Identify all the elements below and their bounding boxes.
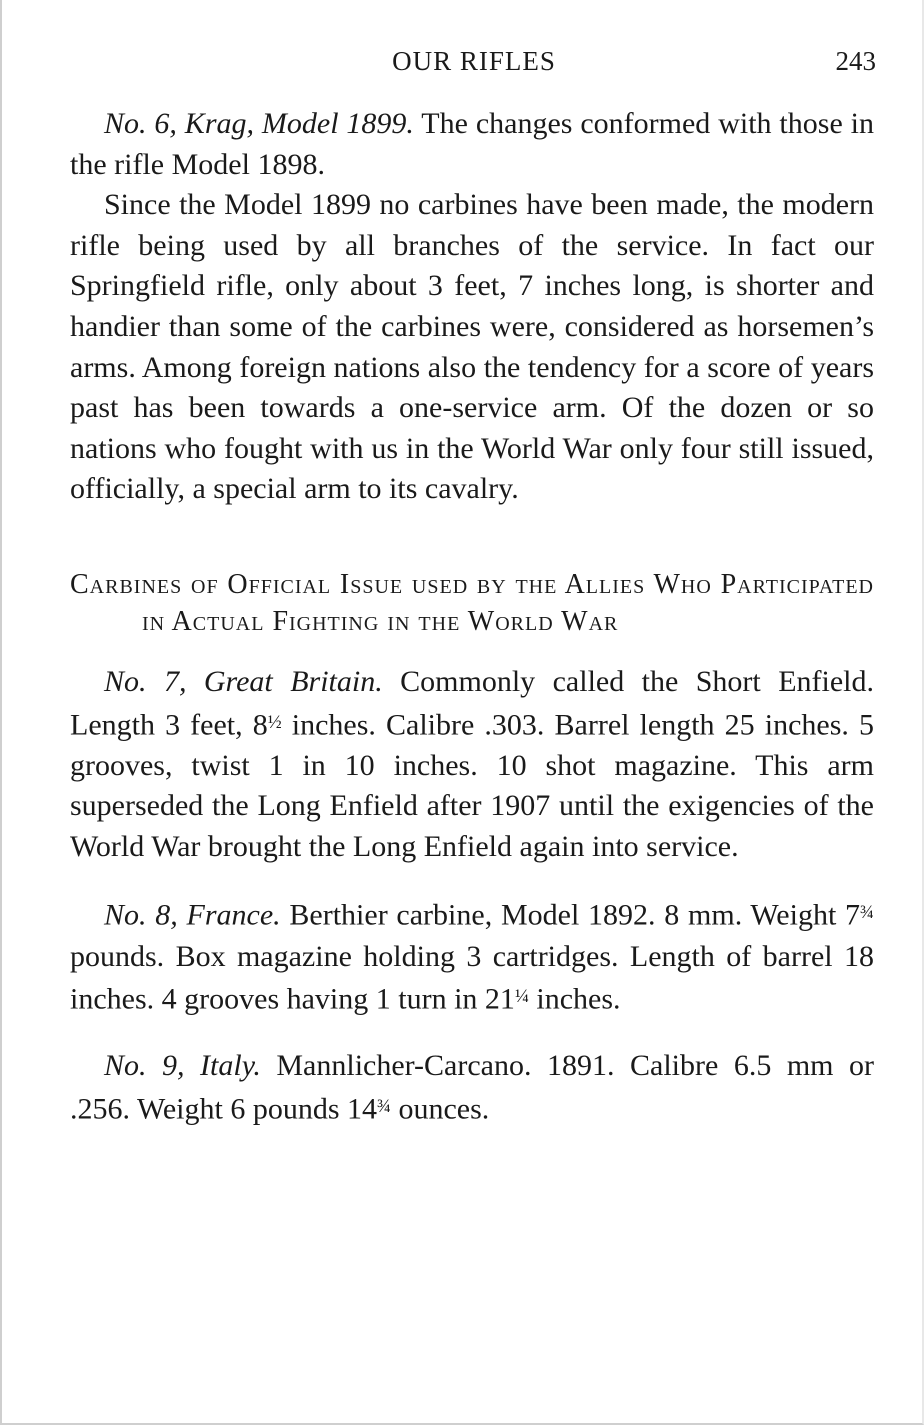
entry-text: Berthier carbine, Model 1892. 8 mm. Weight 7	[280, 898, 861, 932]
section-heading: Carbines of Official Issue used by the Allies Who Participated in Actual Fighting in the World War	[70, 568, 874, 637]
fraction: ¾	[860, 902, 874, 924]
paragraph-text: The changes conformed with those in the rifle Model 1898.	[70, 107, 874, 181]
entry-great-britain	[70, 662, 874, 867]
entry-lead: No. 7, Great Britain.	[104, 664, 383, 698]
entry-lead: No. 8, France.	[104, 898, 281, 932]
paragraph-text: Since the Model 1899 no carbines have been made, the modern rifle being used by all branches of the service. In fact our Springfield rifle, only about 3 feet, 7 inches long, is shorter and handier than some of the carbines were, considered as horsemen’s arms. Among foreign nations also the tendency for a score of years past has been towards a one-service arm. Of the dozen or so nations who fought with us in the World War only four still issued, officially, a special arm to its cavalry.	[70, 188, 874, 506]
entry-text: ounces.	[390, 1092, 490, 1126]
running-head	[72, 46, 876, 82]
text-body	[70, 104, 874, 1130]
entry-france	[70, 893, 874, 1020]
entry-text: inches. Calibre .303. Barrel length 25 inches. 5 grooves, twist 1 in 10 inches. 10 shot magazine. This arm superseded the Long Enfield after 1907 until the exigencies of the World War brought the Long Enfield again into service.	[70, 708, 874, 863]
fraction: ¼	[514, 986, 529, 1008]
entry-lead: No. 9, Italy.	[104, 1049, 261, 1083]
entry-text: Commonly called the Short Enfield. Length 3 feet, 8	[70, 664, 874, 742]
entry-lead: No. 6, Krag, Model 1899.	[104, 107, 414, 140]
entry-text: pounds. Box magazine holding 3 cartridges. Length of barrel 18 inches. 4 grooves having 1 turn in 21	[70, 939, 874, 1016]
entry-text: Mannlicher-Carcano. 1891. Calibre 6.5 mm or .256. Weight 6 pounds 14	[70, 1049, 874, 1126]
paragraph-krag-1899	[70, 104, 874, 185]
entry-text: inches.	[528, 982, 621, 1016]
running-head-title: OUR RIFLES	[392, 46, 556, 76]
fraction: ¾	[377, 1095, 391, 1117]
page-number: 243	[835, 46, 876, 76]
fraction: ½	[267, 711, 282, 733]
entry-italy	[70, 1046, 874, 1130]
paragraph-carbines-history	[70, 185, 874, 510]
